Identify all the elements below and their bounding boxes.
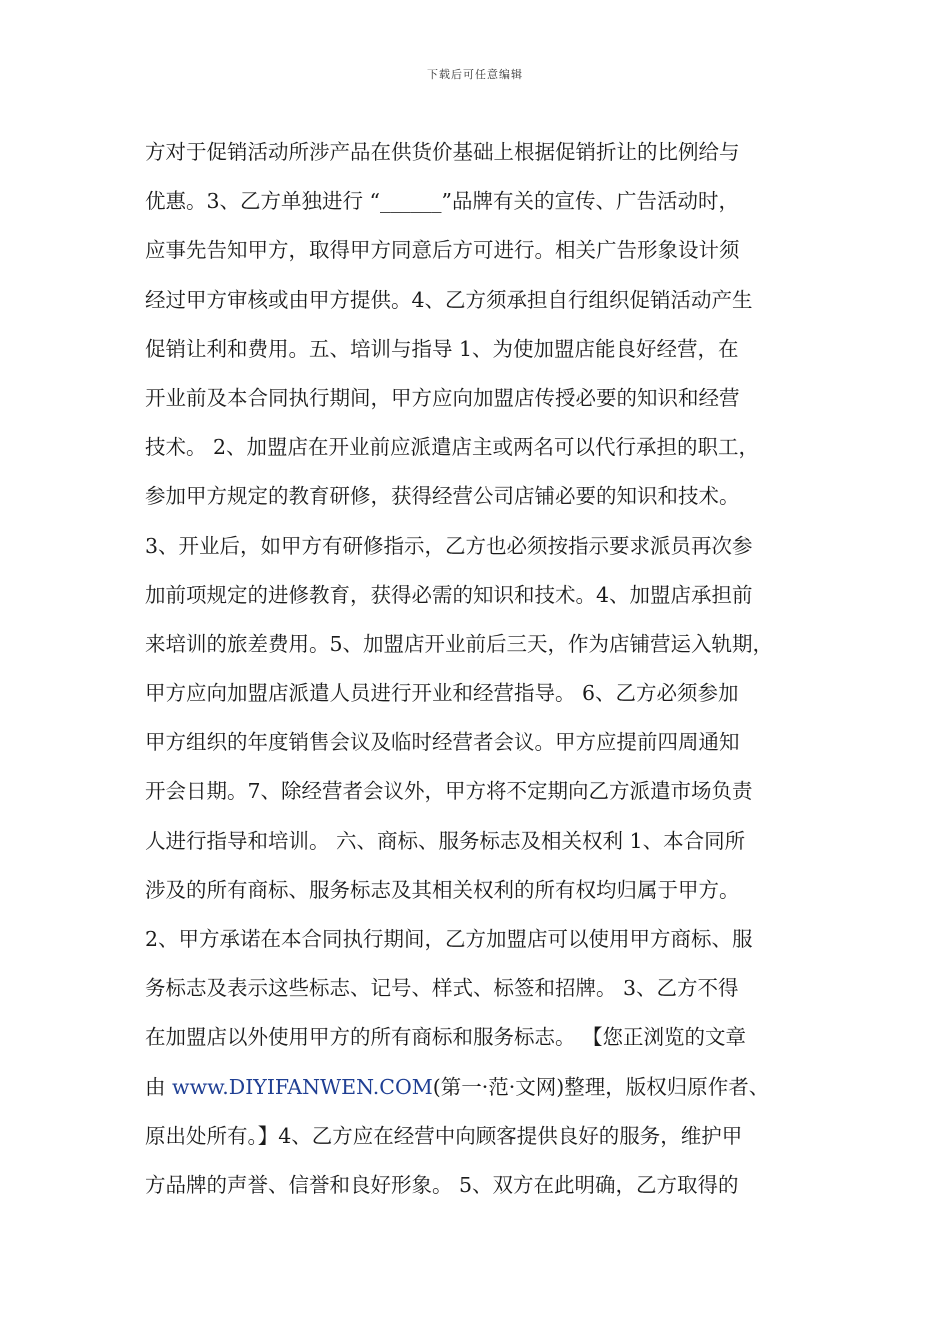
text-line: 方对于促销活动所涉产品在供货价基础上根据促销折让的比例给与: [145, 140, 740, 164]
text-line: 技术。 2、加盟店在开业前应派遣店主或两名可以代行承担的职工，: [145, 435, 760, 460]
text-line: 应事先告知甲方，取得甲方同意后方可进行。相关广告形象设计须: [145, 238, 740, 263]
text-line: 优惠。3、乙方单独进行 “______”品牌有关的宣传、广告活动时，: [145, 189, 740, 214]
link-prefix: 由: [145, 1074, 173, 1099]
text-line: 加前项规定的进修教育，获得必需的知识和技术。4、加盟店承担前: [145, 582, 753, 607]
text-line: 经过甲方审核或由甲方提供。4、乙方须承担自行组织促销活动产生: [145, 287, 753, 312]
text-line: 务标志及表示这些标志、记号、样式、标签和招牌。 3、乙方不得: [145, 976, 739, 1001]
link-suffix: (第一·范·文网)整理，版权归原作者、: [432, 1074, 770, 1099]
page-header: 下载后可任意编辑: [427, 68, 523, 81]
text-line: 促销让利和费用。五、培训与指导 1、为使加盟店能良好经营，在: [145, 336, 739, 361]
text-line: 原出处所有。】4、乙方应在经营中向顾客提供良好的服务，维护甲: [145, 1123, 743, 1148]
text-line: 2、甲方承诺在本合同执行期间，乙方加盟店可以使用甲方商标、服: [145, 927, 753, 951]
text-line-with-link: [145, 1063, 825, 1112]
document-body: [145, 128, 825, 1210]
text-line: 参加甲方规定的教育研修，获得经营公司店铺必要的知识和技术。: [145, 484, 740, 509]
website-link[interactable]: www.DIYIFANWEN.COM: [172, 1074, 433, 1099]
text-line: 方品牌的声誉、信誉和良好形象。 5、双方在此明确，乙方取得的: [145, 1172, 739, 1197]
text-line: 来培训的旅差费用。5、加盟店开业前后三天，作为店铺营运入轨期，: [145, 631, 774, 656]
text-line: 人进行指导和培训。 六、商标、服务标志及相关权利 1、本合同所: [145, 828, 746, 853]
text-line: 甲方应向加盟店派遣人员进行开业和经营指导。 6、乙方必须参加: [145, 681, 739, 706]
text-line: 开会日期。7、除经营者会议外，甲方将不定期向乙方派遣市场负责: [145, 779, 753, 804]
text-line: 在加盟店以外使用甲方的所有商标和服务标志。 【您正浏览的文章: [145, 1025, 747, 1050]
text-line: 开业前及本合同执行期间，甲方应向加盟店传授必要的知识和经营: [145, 385, 740, 410]
text-line: 3、开业后，如甲方有研修指示，乙方也必须按指示要求派员再次参: [145, 533, 753, 558]
text-line: 涉及的所有商标、服务标志及其相关权利的所有权均归属于甲方。: [145, 877, 740, 902]
text-line: 甲方组织的年度销售会议及临时经营者会议。甲方应提前四周通知: [145, 730, 740, 755]
